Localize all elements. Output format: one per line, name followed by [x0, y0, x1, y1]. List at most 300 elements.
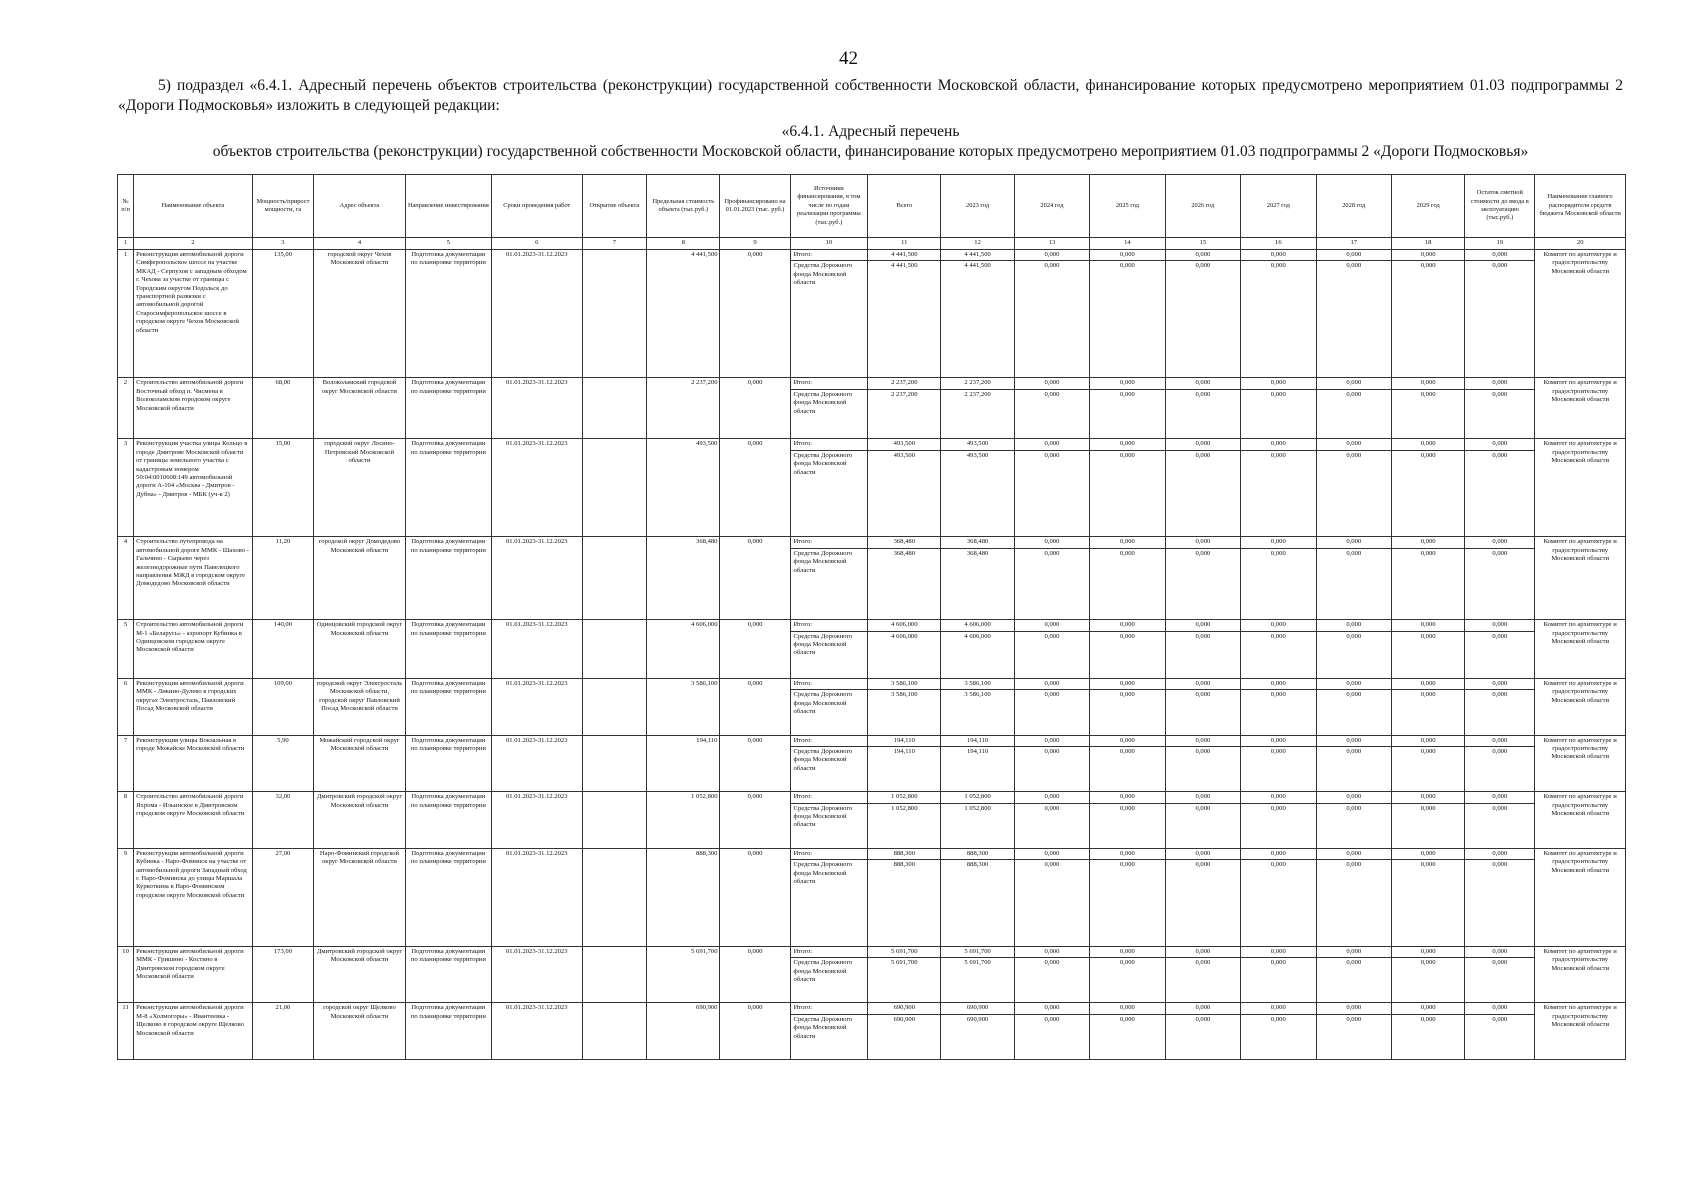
- amount-2028-value: 0,000: [1317, 689, 1391, 700]
- column-number: 5: [405, 238, 491, 250]
- amount-2028-value: 0,000: [1346, 379, 1362, 387]
- amount-2028-value: 0,000: [1346, 250, 1362, 258]
- source-total-label: Итого:: [791, 537, 868, 548]
- total-amount-value: 3 586,100: [891, 679, 918, 687]
- table-row: [118, 620, 1626, 679]
- amount-2026-value: 0,000: [1195, 1004, 1211, 1012]
- object-name: Реконструкция автомобильной дороги Симферопольское шоссе на участке МКАД - Серпухов с западным обходом г. Чехова за участке от границы с Городским округом Подольск до транспортной развязки с автомобильной дорогой Старосимферопольское шоссе в городском округе Чехов Московской области: [134, 249, 253, 377]
- work-period: 01.01.2023-31.12.2023: [491, 946, 582, 1003]
- amount-2025: [1090, 792, 1165, 849]
- column-number: 7: [582, 238, 647, 250]
- funding-sources: [790, 1003, 868, 1060]
- work-period: 01.01.2023-31.12.2023: [491, 678, 582, 735]
- amount-2027-value: 0,000: [1270, 736, 1286, 744]
- remaining-cost-value: 0,000: [1492, 379, 1508, 387]
- amount-2024-value: 0,000: [1044, 379, 1060, 387]
- amount-2029-value: 0,000: [1420, 679, 1436, 687]
- budget-distributor: Комитет по архитектуре и градостроительству Московской области: [1535, 1003, 1626, 1060]
- amount-2026-value: 0,000: [1195, 250, 1211, 258]
- object-address: городской округ Чехов Московской области: [314, 249, 406, 377]
- remaining-cost: [1465, 678, 1535, 735]
- total-amount-value: 194,110: [868, 746, 940, 757]
- budget-distributor: Комитет по архитектуре и градостроительству Московской области: [1535, 678, 1626, 735]
- amount-2024: [1014, 249, 1089, 377]
- amount-2029-value: 0,000: [1420, 736, 1436, 744]
- total-amount-value: 194,110: [893, 736, 915, 744]
- column-number-row: [118, 238, 1626, 250]
- financed-amount: 0,000: [720, 848, 790, 946]
- amount-2028: [1316, 792, 1391, 849]
- budget-distributor: Комитет по архитектуре и градостроительству Московской области: [1535, 378, 1626, 439]
- amount-2025-value: 0,000: [1120, 679, 1135, 687]
- amount-2027: [1241, 378, 1316, 439]
- amount-2029-value: 0,000: [1392, 450, 1464, 461]
- object-opening: [582, 620, 647, 679]
- amount-2028-value: 0,000: [1317, 450, 1391, 461]
- table-row: [118, 378, 1626, 439]
- amount-2027-value: 0,000: [1241, 450, 1315, 461]
- amount-2023-value: 2 237,200: [941, 389, 1013, 400]
- header-cell: Направление инвестирования: [405, 175, 491, 238]
- header-cell: 2024 год: [1014, 175, 1089, 238]
- amount-2024-value: 0,000: [1044, 621, 1060, 629]
- heading-line-1: «6.4.1. Адресный перечень: [781, 123, 960, 140]
- remaining-cost-value: 0,000: [1465, 803, 1534, 814]
- column-number: 1: [118, 238, 134, 250]
- object-address: Можайский городской округ Московской области: [314, 735, 406, 792]
- column-number: 2: [134, 238, 253, 250]
- header-cell: № п/п: [118, 175, 134, 238]
- amount-2024-value: 0,000: [1015, 859, 1089, 870]
- header-cell: Остаток сметной стоимости до ввода в эксплуатацию (тыс.руб.): [1465, 175, 1535, 238]
- table-row: [118, 1003, 1626, 1060]
- amount-2027-value: 0,000: [1241, 389, 1315, 400]
- amount-2023: [941, 735, 1014, 792]
- amount-2026: [1165, 735, 1240, 792]
- amount-2026-value: 0,000: [1166, 803, 1240, 814]
- amount-2023: [941, 1003, 1014, 1060]
- amount-2026-value: 0,000: [1166, 689, 1240, 700]
- amount-2024: [1014, 735, 1089, 792]
- amount-2029-value: 0,000: [1420, 793, 1436, 801]
- amount-2028-value: 0,000: [1317, 746, 1391, 757]
- header-cell: 2028 год: [1316, 175, 1391, 238]
- remaining-cost: [1465, 735, 1535, 792]
- capacity: 27,00: [252, 848, 313, 946]
- amount-2028-value: 0,000: [1317, 548, 1391, 559]
- amount-2027-value: 0,000: [1270, 250, 1286, 258]
- amount-2027: [1241, 537, 1316, 620]
- amount-2024-value: 0,000: [1015, 631, 1089, 642]
- source-total-label: Итого:: [791, 378, 868, 389]
- amount-2023-value: 888,300: [966, 849, 989, 857]
- row-number: 4: [118, 537, 134, 620]
- remaining-cost-value: 0,000: [1465, 260, 1534, 271]
- funding-sources: [790, 848, 868, 946]
- work-period: 01.01.2023-31.12.2023: [491, 735, 582, 792]
- source-fund-label: Средства Дорожного фонда Московской области: [793, 747, 853, 772]
- limit-cost: 888,300: [647, 848, 720, 946]
- limit-cost: 690,900: [647, 1003, 720, 1060]
- source-total-label: Итого:: [791, 736, 868, 747]
- amount-2028: [1316, 1003, 1391, 1060]
- work-period: 01.01.2023-31.12.2023: [491, 848, 582, 946]
- table-row: [118, 946, 1626, 1003]
- capacity: 68,00: [252, 378, 313, 439]
- remaining-cost-value: 0,000: [1492, 679, 1508, 687]
- header-cell: 2023 год: [941, 175, 1014, 238]
- remaining-cost-value: 0,000: [1465, 1014, 1534, 1025]
- investment-direction: Подготовка документации по планировке территории: [405, 848, 491, 946]
- header-cell: Мощность/прирост мощности, га: [252, 175, 313, 238]
- limit-cost: 1 052,800: [647, 792, 720, 849]
- amount-2025-value: 0,000: [1120, 440, 1135, 448]
- amount-2027-value: 0,000: [1241, 746, 1315, 757]
- amount-2024: [1014, 378, 1089, 439]
- work-period: 01.01.2023-31.12.2023: [491, 249, 582, 377]
- amount-2023-value: 2 237,200: [964, 379, 991, 387]
- amount-2024: [1014, 439, 1089, 537]
- total-amount-value: 368,480: [868, 548, 940, 559]
- total-amount-value: 493,500: [893, 440, 916, 448]
- financed-amount: 0,000: [720, 378, 790, 439]
- amount-2023-value: 4 606,000: [941, 631, 1013, 642]
- amount-2027-value: 0,000: [1241, 957, 1315, 968]
- amount-2029-value: 0,000: [1420, 440, 1436, 448]
- remaining-cost-value: 0,000: [1465, 746, 1534, 757]
- amount-2027-value: 0,000: [1241, 689, 1315, 700]
- total-amount: [868, 1003, 941, 1060]
- amount-2023-value: 194,110: [967, 736, 989, 744]
- amount-2023-value: 3 586,100: [941, 689, 1013, 700]
- amount-2028-value: 0,000: [1317, 389, 1391, 400]
- amount-2028-value: 0,000: [1346, 793, 1362, 801]
- amount-2028-value: 0,000: [1346, 621, 1362, 629]
- column-number: 20: [1535, 238, 1626, 250]
- financed-amount: 0,000: [720, 620, 790, 679]
- amount-2026-value: 0,000: [1166, 957, 1240, 968]
- row-number: 2: [118, 378, 134, 439]
- amount-2024-value: 0,000: [1044, 679, 1060, 687]
- amount-2026-value: 0,000: [1195, 621, 1211, 629]
- amount-2025-value: 0,000: [1120, 793, 1135, 801]
- amount-2023: [941, 537, 1014, 620]
- amount-2025: [1090, 735, 1165, 792]
- remaining-cost: [1465, 439, 1535, 537]
- source-fund-label: Средства Дорожного фонда Московской области: [793, 861, 853, 885]
- investment-direction: Подготовка документации по планировке территории: [405, 792, 491, 849]
- amount-2026-value: 0,000: [1195, 679, 1211, 687]
- budget-distributor: Комитет по архитектуре и градостроительству Московской области: [1535, 537, 1626, 620]
- amount-2027-value: 0,000: [1270, 793, 1286, 801]
- amount-2025: [1090, 249, 1165, 377]
- amount-2028-value: 0,000: [1317, 631, 1391, 642]
- amount-2027: [1241, 848, 1316, 946]
- amount-2024-value: 0,000: [1015, 803, 1089, 814]
- capacity: 32,00: [252, 792, 313, 849]
- budget-distributor: Комитет по архитектуре и градостроительству Московской области: [1535, 848, 1626, 946]
- column-number: 12: [941, 238, 1014, 250]
- header-cell: Всего: [868, 175, 941, 238]
- header-cell: 2026 год: [1165, 175, 1240, 238]
- amount-2023-value: 368,480: [941, 548, 1013, 559]
- object-address: Дмитровский городской округ Московской области: [314, 946, 406, 1003]
- amount-2026-value: 0,000: [1166, 1014, 1240, 1025]
- amount-2029: [1392, 792, 1465, 849]
- amount-2023-value: 5 691,700: [941, 957, 1013, 968]
- amount-2024: [1014, 620, 1089, 679]
- amount-2028: [1316, 439, 1391, 537]
- work-period: 01.01.2023-31.12.2023: [491, 378, 582, 439]
- object-name: Строительство автомобильной дороги Яхрома - Ильинское в Дмитровском городском округе Московской области: [134, 792, 253, 849]
- table-row: [118, 439, 1626, 537]
- object-name: Строительство автомобильной дороги М-1 «Беларусь» - аэропорт Кубинка в Одинцовском городском округе Московской области: [134, 620, 253, 679]
- source-fund-label: Средства Дорожного фонда Московской области: [793, 262, 853, 287]
- amount-2028-value: 0,000: [1346, 947, 1362, 955]
- amount-2027: [1241, 249, 1316, 377]
- remaining-cost: [1465, 1003, 1535, 1060]
- remaining-cost-value: 0,000: [1465, 450, 1534, 461]
- amount-2025-value: 0,000: [1090, 1014, 1164, 1025]
- amount-2029-value: 0,000: [1420, 621, 1436, 629]
- header-cell: 2027 год: [1241, 175, 1316, 238]
- row-number: 1: [118, 249, 134, 377]
- remaining-cost-value: 0,000: [1492, 947, 1508, 955]
- row-number: 3: [118, 439, 134, 537]
- object-opening: [582, 249, 647, 377]
- row-number: 7: [118, 735, 134, 792]
- budget-distributor: Комитет по архитектуре и градостроительству Московской области: [1535, 946, 1626, 1003]
- work-period: 01.01.2023-31.12.2023: [491, 537, 582, 620]
- remaining-cost-value: 0,000: [1492, 736, 1508, 744]
- total-amount-value: 888,300: [893, 849, 916, 857]
- amount-2024-value: 0,000: [1044, 947, 1060, 955]
- header-cell: Открытие объекта: [582, 175, 647, 238]
- amount-2029: [1392, 249, 1465, 377]
- limit-cost: 2 237,200: [647, 378, 720, 439]
- amount-2025-value: 0,000: [1120, 947, 1135, 955]
- amount-2024-value: 0,000: [1015, 548, 1089, 559]
- amount-2024-value: 0,000: [1015, 689, 1089, 700]
- amount-2024-value: 0,000: [1044, 440, 1060, 448]
- amount-2023-value: 194,110: [941, 746, 1013, 757]
- object-name: Реконструкция автомобильной дороги ММК - Ликино-Дулево в городских округах Электросталь, Павловский Посад Московской области: [134, 678, 253, 735]
- funding-sources: [790, 735, 868, 792]
- heading-line-2: объектов строительства (реконструкции) государственной собственности Московской области, финансирование которых предусмотрено мероприятием 01.03 подпрограммы 2 «Дороги Подмосковья»: [212, 143, 1529, 160]
- work-period: 01.01.2023-31.12.2023: [491, 1003, 582, 1060]
- amount-2024: [1014, 792, 1089, 849]
- remaining-cost-value: 0,000: [1492, 793, 1508, 801]
- objects-table: [117, 174, 1626, 1060]
- total-amount-value: 493,500: [868, 450, 940, 461]
- amount-2028: [1316, 249, 1391, 377]
- amount-2026-value: 0,000: [1166, 746, 1240, 757]
- investment-direction: Подготовка документации по планировке территории: [405, 678, 491, 735]
- object-opening: [582, 439, 647, 537]
- amount-2024-value: 0,000: [1044, 793, 1060, 801]
- funding-sources: [790, 378, 868, 439]
- capacity: 109,00: [252, 678, 313, 735]
- total-amount: [868, 249, 941, 377]
- amount-2029: [1392, 735, 1465, 792]
- source-total-label: Итого:: [791, 849, 868, 860]
- page-number: 42: [839, 48, 858, 69]
- total-amount-value: 690,900: [868, 1014, 940, 1025]
- amount-2027-value: 0,000: [1270, 947, 1286, 955]
- column-number: 19: [1465, 238, 1535, 250]
- amount-2025-value: 0,000: [1090, 548, 1164, 559]
- object-opening: [582, 378, 647, 439]
- amount-2026-value: 0,000: [1166, 631, 1240, 642]
- amount-2024: [1014, 537, 1089, 620]
- amount-2023-value: 4 606,000: [964, 621, 991, 629]
- column-number: 4: [314, 238, 406, 250]
- remaining-cost-value: 0,000: [1492, 621, 1508, 629]
- amount-2023-value: 368,480: [966, 538, 989, 546]
- amount-2023: [941, 378, 1014, 439]
- total-amount-value: 5 691,700: [891, 947, 918, 955]
- total-amount-value: 4 606,000: [868, 631, 940, 642]
- amount-2029-value: 0,000: [1392, 631, 1464, 642]
- amount-2028: [1316, 848, 1391, 946]
- column-number: 18: [1392, 238, 1465, 250]
- amount-2026: [1165, 378, 1240, 439]
- amount-2029-value: 0,000: [1420, 538, 1436, 546]
- amount-2029-value: 0,000: [1392, 689, 1464, 700]
- total-amount: [868, 678, 941, 735]
- total-amount-value: 888,300: [868, 859, 940, 870]
- amount-2023-value: 888,300: [941, 859, 1013, 870]
- remaining-cost: [1465, 848, 1535, 946]
- amount-2029: [1392, 378, 1465, 439]
- source-fund-label: Средства Дорожного фонда Московской области: [793, 959, 853, 983]
- amount-2029-value: 0,000: [1392, 389, 1464, 400]
- amount-2025: [1090, 1003, 1165, 1060]
- table-row: [118, 537, 1626, 620]
- amount-2025-value: 0,000: [1120, 250, 1135, 258]
- funding-sources: [790, 678, 868, 735]
- total-amount: [868, 946, 941, 1003]
- investment-direction: Подготовка документации по планировке территории: [405, 1003, 491, 1060]
- limit-cost: 3 586,100: [647, 678, 720, 735]
- remaining-cost: [1465, 620, 1535, 679]
- amount-2025-value: 0,000: [1120, 538, 1135, 546]
- column-number: 11: [868, 238, 941, 250]
- remaining-cost: [1465, 537, 1535, 620]
- header-cell: Наименование объекта: [134, 175, 253, 238]
- amount-2027: [1241, 678, 1316, 735]
- investment-direction: Подготовка документации по планировке территории: [405, 439, 491, 537]
- row-number: 11: [118, 1003, 134, 1060]
- amount-2028-value: 0,000: [1346, 440, 1362, 448]
- amount-2026: [1165, 537, 1240, 620]
- header-cell: 2025 год: [1090, 175, 1165, 238]
- amount-2023-value: 493,500: [941, 450, 1013, 461]
- amount-2027-value: 0,000: [1270, 621, 1286, 629]
- capacity: 140,00: [252, 620, 313, 679]
- financed-amount: 0,000: [720, 946, 790, 1003]
- capacity: 11,20: [252, 537, 313, 620]
- amount-2026-value: 0,000: [1195, 440, 1211, 448]
- header-cell: Профинансировано на 01.01.2023 (тыс. руб.): [720, 175, 790, 238]
- total-amount: [868, 792, 941, 849]
- amount-2029-value: 0,000: [1420, 250, 1436, 258]
- source-fund-label: Средства Дорожного фонда Московской области: [793, 549, 853, 574]
- amount-2027-value: 0,000: [1270, 440, 1286, 448]
- amount-2029: [1392, 678, 1465, 735]
- amount-2029-value: 0,000: [1392, 548, 1464, 559]
- table-row: [118, 249, 1626, 377]
- amount-2027-value: 0,000: [1241, 1014, 1315, 1025]
- amount-2023-value: 3 586,100: [964, 679, 991, 687]
- amount-2024-value: 0,000: [1015, 260, 1089, 271]
- limit-cost: 5 691,700: [647, 946, 720, 1003]
- investment-direction: Подготовка документации по планировке территории: [405, 620, 491, 679]
- table-row: [118, 735, 1626, 792]
- source-total-label: Итого:: [791, 947, 868, 958]
- amount-2028: [1316, 678, 1391, 735]
- header-cell: Наименование главного распорядителя средств бюджета Московской области: [1535, 175, 1626, 238]
- table-row: [118, 678, 1626, 735]
- object-address: городской округ Лосино-Петровский Московской области: [314, 439, 406, 537]
- amount-2028: [1316, 946, 1391, 1003]
- amount-2023: [941, 439, 1014, 537]
- amount-2024: [1014, 848, 1089, 946]
- source-fund-label: Средства Дорожного фонда Московской области: [793, 451, 853, 476]
- investment-direction: Подготовка документации по планировке территории: [405, 946, 491, 1003]
- amount-2025-value: 0,000: [1090, 631, 1164, 642]
- amount-2025-value: 0,000: [1120, 379, 1135, 387]
- source-total-label: Итого:: [791, 439, 868, 450]
- amount-2026: [1165, 249, 1240, 377]
- amount-2025: [1090, 620, 1165, 679]
- total-amount-value: 3 586,100: [868, 689, 940, 700]
- object-opening: [582, 946, 647, 1003]
- object-name: Реконструкция автомобильной дороги М-8 «Холмогоры» - Ивантеевка - Щелково в городском округе Щелково Московской области: [134, 1003, 253, 1060]
- amount-2023: [941, 249, 1014, 377]
- amount-2025-value: 0,000: [1090, 803, 1164, 814]
- source-total-label: Итого:: [791, 620, 868, 631]
- amount-2028-value: 0,000: [1346, 736, 1362, 744]
- amount-2023-value: 493,500: [966, 440, 989, 448]
- capacity: 21,00: [252, 1003, 313, 1060]
- amount-2026-value: 0,000: [1166, 260, 1240, 271]
- amount-2026-value: 0,000: [1195, 736, 1211, 744]
- object-address: Дмитровский городской округ Московской области: [314, 792, 406, 849]
- amount-2027-value: 0,000: [1270, 538, 1286, 546]
- funding-sources: [790, 792, 868, 849]
- budget-distributor: Комитет по архитектуре и градостроительству Московской области: [1535, 792, 1626, 849]
- amount-2023-value: 4 441,500: [941, 260, 1013, 271]
- amount-2023-value: 1 052,800: [941, 803, 1013, 814]
- row-number: 6: [118, 678, 134, 735]
- object-opening: [582, 792, 647, 849]
- source-fund-label: Средства Дорожного фонда Московской области: [793, 1015, 853, 1040]
- amount-2027: [1241, 1003, 1316, 1060]
- amount-2025-value: 0,000: [1120, 1004, 1135, 1012]
- financed-amount: 0,000: [720, 792, 790, 849]
- amount-2025-value: 0,000: [1090, 260, 1164, 271]
- amount-2024-value: 0,000: [1015, 957, 1089, 968]
- amount-2023-value: 1 052,800: [964, 793, 991, 801]
- source-fund-label: Средства Дорожного фонда Московской области: [793, 390, 853, 415]
- amount-2029: [1392, 946, 1465, 1003]
- table-row: [118, 848, 1626, 946]
- remaining-cost-value: 0,000: [1465, 957, 1534, 968]
- limit-cost: 4 441,500: [647, 249, 720, 377]
- amount-2025-value: 0,000: [1120, 849, 1135, 857]
- financed-amount: 0,000: [720, 678, 790, 735]
